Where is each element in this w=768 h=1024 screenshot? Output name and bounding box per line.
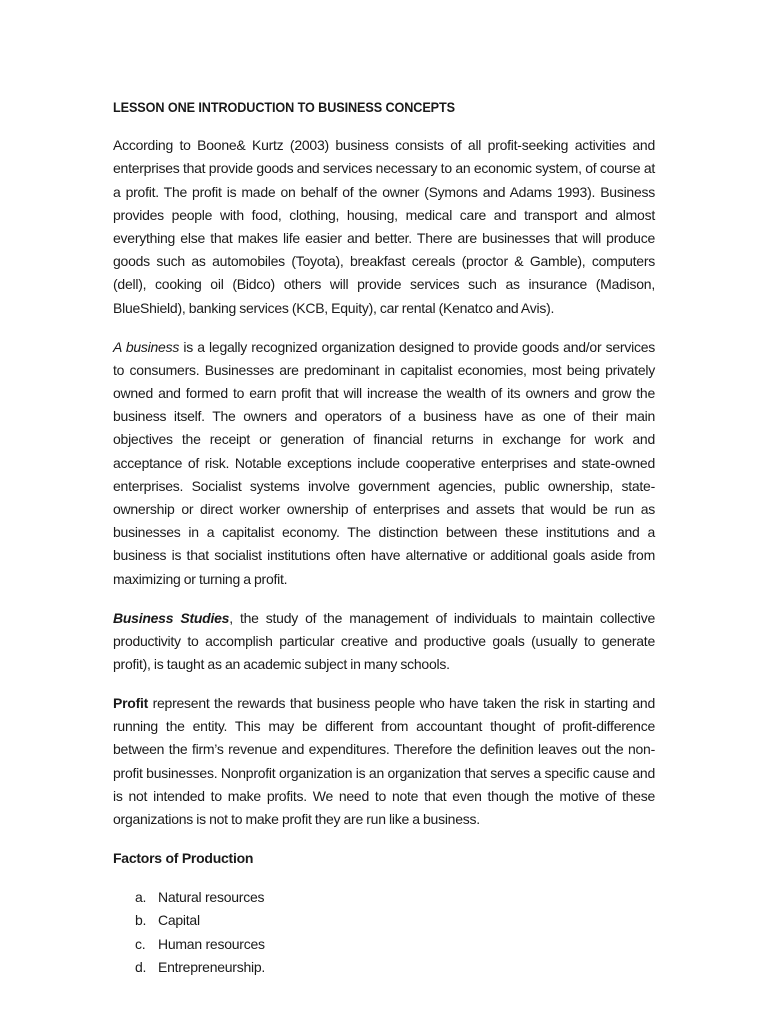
paragraph-business-studies bbox=[113, 607, 655, 677]
paragraph-business-definition: According to Boone& Kurtz (2003) business consists of all profit-seeking activities and enterprises that provide goods and services necessary to an economic system, of course at a profit. The profit is made on behalf of the owner (Symons and Adams 1993). Business provides people with food, clothing, housing, medical care and transport and almost everything else that makes life easier and better. There are businesses that will produce goods such as automobiles (Toyota), breakfast cereals (proctor & Gamble), computers (dell), cooking oil (Bidco) others will provide services such as insurance (Madison, BlueShield), banking services (KCB, Equity), car rental (Kenatco and Avis). bbox=[113, 137, 655, 316]
factors-heading: Factors of Production bbox=[113, 850, 254, 867]
list-marker: d. bbox=[135, 958, 147, 975]
list-item bbox=[135, 956, 655, 979]
paragraph-business-studies-text: , the study of the management of individuals to maintain collective productivity to accomplish particular creative and productive goals (usually to generate profit), is taught as an academic subject in many schools. bbox=[113, 609, 655, 673]
paragraph-a-business bbox=[113, 336, 655, 591]
term-a-business: A business bbox=[113, 338, 180, 355]
term-profit: Profit bbox=[113, 695, 149, 712]
list-item-text: Human resources bbox=[158, 935, 265, 952]
list-item-text: Capital bbox=[158, 912, 200, 929]
document-title: LESSON ONE INTRODUCTION TO BUSINESS CONCEPTS bbox=[113, 100, 455, 115]
factors-list bbox=[113, 886, 655, 979]
paragraph-profit-text: represent the rewards that business people who have taken the risk in starting and running the entity. This may be different from accountant thought of profit-difference between the firm’s revenue and expenditures. Therefore the definition leaves out the non- profit businesses. Nonprofit organization is an organization that serves a specific cause and is not intended to make profits. We need to note that even though the motive of these organizations is not to make profit they are run like a business. bbox=[113, 695, 655, 828]
list-item bbox=[135, 933, 655, 956]
list-item bbox=[135, 909, 655, 932]
list-marker: c. bbox=[135, 935, 146, 952]
list-item bbox=[135, 886, 655, 909]
list-marker: a. bbox=[135, 889, 147, 906]
document-page bbox=[113, 96, 655, 979]
list-marker: b. bbox=[135, 912, 147, 929]
paragraph-a-business-text: is a legally recognized organization designed to provide goods and/or services to consumers. Businesses are predominant in capitalist economies, most being privately owned and formed to earn profit that will increase the wealth of its owners and grow the business itself. The owners and operators of a business have as one of their main objectives the receipt or generation of financial returns in exchange for work and acceptance of risk. Notable exceptions include cooperative enterprises and state-owned enterprises. Socialist systems involve government agencies, public ownership, state- ownership or direct worker ownership of enterprises and assets that would be run as businesses in a capitalist economy. The distinction between these institutions and a business is that socialist institutions often have alternative or additional goals aside from maximizing or turning a profit. bbox=[113, 338, 655, 587]
paragraph-profit bbox=[113, 692, 655, 831]
list-item-text: Entrepreneurship. bbox=[158, 958, 266, 975]
list-item-text: Natural resources bbox=[158, 889, 265, 906]
term-business-studies: Business Studies bbox=[113, 609, 230, 626]
